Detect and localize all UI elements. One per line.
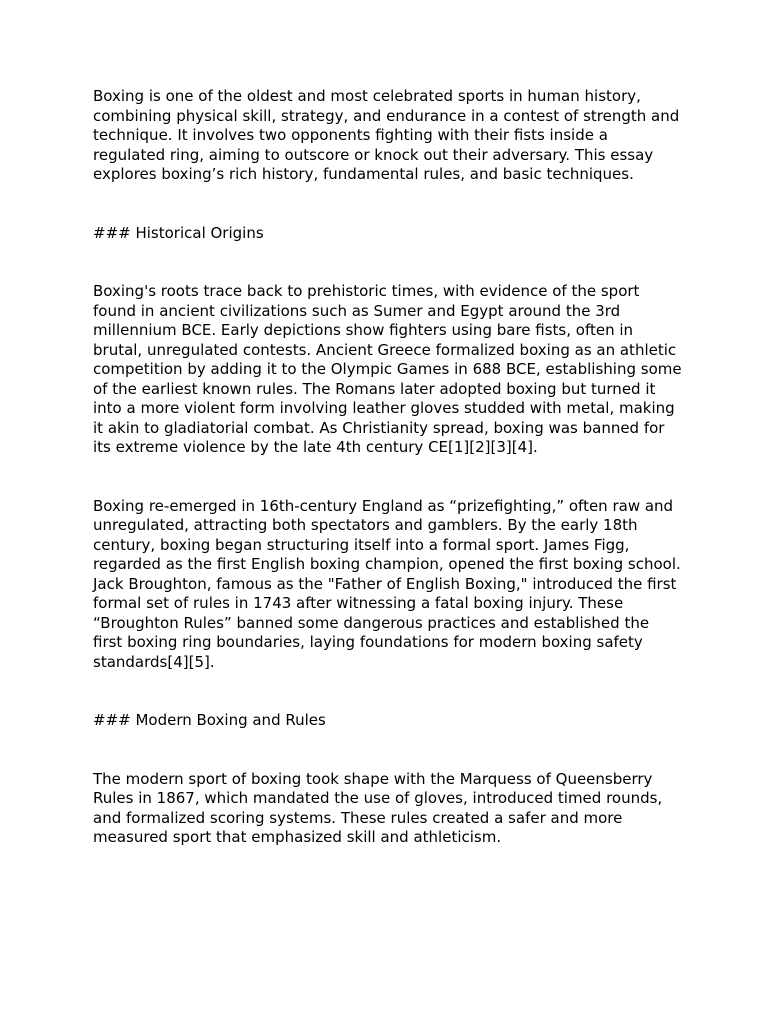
- reemergence-paragraph: Boxing re-emerged in 16th-century England as “prizefighting,” often raw and unregulated, attracting both spectators and gamblers. By the early 18th century, boxing began structuring itself into a formal sport. James Figg, regarded as the first English boxing champion, opened the first boxing school. Jack Broughton, famous as the "Father of English Boxing," introduced the first formal set of rules in 1743 after witnessing a fatal boxing injury. These “Broughton Rules” banned some dangerous practices and established the first boxing ring boundaries, laying foundations for modern boxing safety standards[4][5].: [93, 496, 681, 671]
- heading-modern-boxing: ### Modern Boxing and Rules: [93, 711, 326, 729]
- document-page: [93, 87, 683, 848]
- heading-historical-origins: ### Historical Origins: [93, 223, 264, 242]
- paragraph-gap: [93, 672, 683, 711]
- intro-paragraph: Boxing is one of the oldest and most celebrated sports in human history, combining physical skill, strategy, and endurance in a contest of strength and technique. It involves two opponents fighting with their fists inside a regulated ring, aiming to outscore or knock out their adversary. This essay explores boxing’s rich history, fundamental rules, and basic techniques.: [93, 87, 680, 183]
- paragraph-gap: [93, 185, 683, 224]
- paragraph-gap: [93, 458, 683, 497]
- paragraph-gap: [93, 243, 683, 282]
- paragraph-gap: [93, 731, 683, 770]
- origins-paragraph: Boxing's roots trace back to prehistoric times, with evidence of the sport found in ancient civilizations such as Sumer and Egypt around the 3rd millennium BCE. Early depictions show fighters using bare fists, often in brutal, unregulated contests. Ancient Greece formalized boxing as an athletic competition by adding it to the Olympic Games in 688 BCE, establishing some of the earliest known rules. The Romans later adopted boxing but turned it into a more violent form involving leather gloves studded with metal, making it akin to gladiatorial combat. As Christianity spread, boxing was banned for its extreme violence by the late 4th century CE[1][2][3][4].: [93, 282, 682, 456]
- modern-paragraph: The modern sport of boxing took shape with the Marquess of Queensberry Rules in 1867, which mandated the use of gloves, introduced timed rounds, and formalized scoring systems. These rules created a safer and more measured sport that emphasized skill and athleticism.: [93, 769, 663, 846]
